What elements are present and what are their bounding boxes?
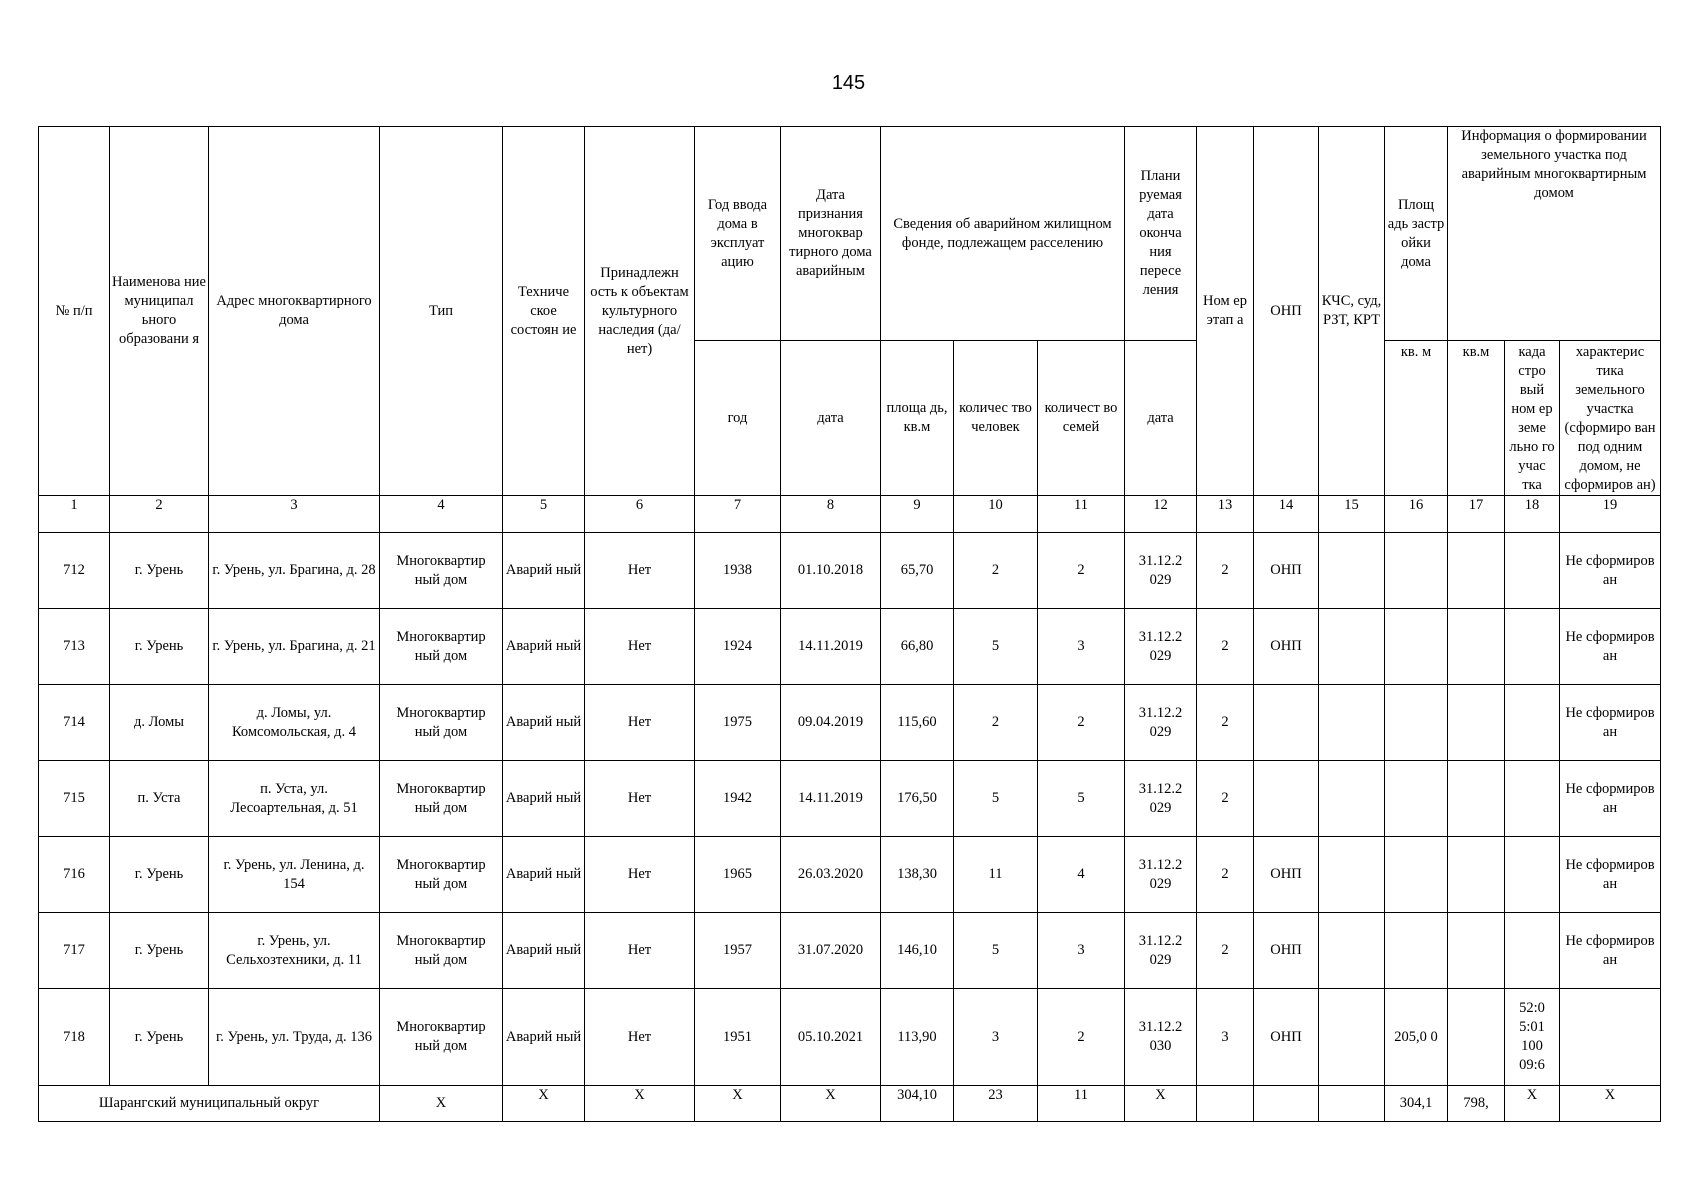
subheader-col-9: площа дь, кв.м bbox=[881, 341, 954, 496]
header-col-14: ОНП bbox=[1254, 127, 1319, 496]
table-cell-col-5: Аварий ный bbox=[503, 609, 585, 685]
total-cell-col-9: 304,10 bbox=[881, 1086, 954, 1122]
table-cell-col-2: г. Урень bbox=[110, 533, 209, 609]
table-cell-col-19: Не сформиров ан bbox=[1560, 761, 1661, 837]
table-cell-col-13: 2 bbox=[1197, 913, 1254, 989]
table-cell-col-11: 2 bbox=[1038, 989, 1125, 1086]
table-cell-col-7: 1975 bbox=[695, 685, 781, 761]
table-cell-col-11: 4 bbox=[1038, 837, 1125, 913]
column-number-cell: 15 bbox=[1319, 496, 1385, 533]
table-cell-col-14: ОНП bbox=[1254, 609, 1319, 685]
table-cell-col-19: Не сформиров ан bbox=[1560, 685, 1661, 761]
table-row bbox=[39, 989, 1661, 1086]
header-col-16: Площ адь застр ойки дома bbox=[1385, 127, 1448, 341]
total-cell-col-8: X bbox=[781, 1086, 881, 1122]
column-number-cell: 19 bbox=[1560, 496, 1661, 533]
column-number-cell: 14 bbox=[1254, 496, 1319, 533]
subheader-col-11: количест во семей bbox=[1038, 341, 1125, 496]
table-cell-col-19: Не сформиров ан bbox=[1560, 533, 1661, 609]
table-cell-col-7: 1938 bbox=[695, 533, 781, 609]
table-cell-col-17 bbox=[1448, 761, 1505, 837]
table-cell-col-6: Нет bbox=[585, 913, 695, 989]
total-cell-col-16: 304,1 bbox=[1385, 1086, 1448, 1122]
table-cell-col-7: 1951 bbox=[695, 989, 781, 1086]
table-cell-col-2: д. Ломы bbox=[110, 685, 209, 761]
table-cell-col-15 bbox=[1319, 533, 1385, 609]
table-cell-col-3: г. Урень, ул. Труда, д. 136 bbox=[209, 989, 380, 1086]
header-col-7: Год ввода дома в эксплуат ацию bbox=[695, 127, 781, 341]
column-number-cell: 4 bbox=[380, 496, 503, 533]
table-cell-col-19: Не сформиров ан bbox=[1560, 609, 1661, 685]
column-number-cell: 9 bbox=[881, 496, 954, 533]
total-cell-col-15 bbox=[1319, 1086, 1385, 1122]
table-cell-col-8: 01.10.2018 bbox=[781, 533, 881, 609]
table-cell-col-16 bbox=[1385, 609, 1448, 685]
table-cell-col-15 bbox=[1319, 837, 1385, 913]
column-number-cell: 7 bbox=[695, 496, 781, 533]
total-row bbox=[39, 1086, 1661, 1122]
table-body bbox=[39, 533, 1661, 1086]
table-cell-col-3: г. Урень, ул. Сельхозтехники, д. 11 bbox=[209, 913, 380, 989]
table-cell-col-8: 26.03.2020 bbox=[781, 837, 881, 913]
table-cell-col-18 bbox=[1505, 685, 1560, 761]
table-cell-col-1: 716 bbox=[39, 837, 110, 913]
table-cell-col-6: Нет bbox=[585, 989, 695, 1086]
table-cell-col-15 bbox=[1319, 685, 1385, 761]
subheader-col-17: кв.м bbox=[1448, 341, 1505, 496]
table-cell-col-19: Не сформиров ан bbox=[1560, 837, 1661, 913]
table-cell-col-13: 3 bbox=[1197, 989, 1254, 1086]
table-cell-col-1: 715 bbox=[39, 761, 110, 837]
table-cell-col-16: 205,0 0 bbox=[1385, 989, 1448, 1086]
table-cell-col-10: 5 bbox=[954, 761, 1038, 837]
column-number-cell: 16 bbox=[1385, 496, 1448, 533]
table-cell-col-12: 31.12.2 029 bbox=[1125, 685, 1197, 761]
table-cell-col-13: 2 bbox=[1197, 761, 1254, 837]
table-cell-col-3: п. Уста, ул. Лесоартельная, д. 51 bbox=[209, 761, 380, 837]
table-cell-col-5: Аварий ный bbox=[503, 989, 585, 1086]
table-cell-col-10: 11 bbox=[954, 837, 1038, 913]
subheader-col-18: када стро вый ном ер земе льно го учас тка bbox=[1505, 341, 1560, 496]
column-number-cell: 12 bbox=[1125, 496, 1197, 533]
header-col-4: Тип bbox=[380, 127, 503, 496]
table-cell-col-6: Нет bbox=[585, 761, 695, 837]
table-row bbox=[39, 609, 1661, 685]
table-cell-col-1: 713 bbox=[39, 609, 110, 685]
table-cell-col-16 bbox=[1385, 837, 1448, 913]
table-row bbox=[39, 685, 1661, 761]
table-cell-col-5: Аварий ный bbox=[503, 685, 585, 761]
emergency-housing-table bbox=[38, 126, 1661, 1122]
table-cell-col-11: 3 bbox=[1038, 913, 1125, 989]
table-cell-col-12: 31.12.2 029 bbox=[1125, 913, 1197, 989]
header-col-9-11: Сведения об аварийном жилищном фонде, подлежащем расселению bbox=[881, 127, 1125, 341]
table-cell-col-18 bbox=[1505, 609, 1560, 685]
table-row bbox=[39, 913, 1661, 989]
table-cell-col-14: ОНП bbox=[1254, 837, 1319, 913]
table-cell-col-8: 05.10.2021 bbox=[781, 989, 881, 1086]
table-cell-col-10: 2 bbox=[954, 533, 1038, 609]
table-cell-col-5: Аварий ный bbox=[503, 533, 585, 609]
table-cell-col-17 bbox=[1448, 913, 1505, 989]
column-number-cell: 6 bbox=[585, 496, 695, 533]
column-number-cell: 17 bbox=[1448, 496, 1505, 533]
total-cell-col-14 bbox=[1254, 1086, 1319, 1122]
table-cell-col-1: 717 bbox=[39, 913, 110, 989]
table-cell-col-16 bbox=[1385, 533, 1448, 609]
table-cell-col-2: г. Урень bbox=[110, 989, 209, 1086]
table-cell-col-4: Многоквартир ный дом bbox=[380, 837, 503, 913]
total-cell-col-6: X bbox=[585, 1086, 695, 1122]
subheader-col-19: характерис тика земельного участка (сформиро ван под одним домом, не сформиров ан) bbox=[1560, 341, 1661, 496]
table-cell-col-11: 3 bbox=[1038, 609, 1125, 685]
table-cell-col-2: п. Уста bbox=[110, 761, 209, 837]
table-cell-col-5: Аварий ный bbox=[503, 837, 585, 913]
table-cell-col-14: ОНП bbox=[1254, 913, 1319, 989]
table-cell-col-18 bbox=[1505, 837, 1560, 913]
table-cell-col-6: Нет bbox=[585, 837, 695, 913]
table-cell-col-1: 714 bbox=[39, 685, 110, 761]
total-label: Шарангский муниципальный округ bbox=[39, 1086, 380, 1122]
table-row bbox=[39, 837, 1661, 913]
total-cell-col-10: 23 bbox=[954, 1086, 1038, 1122]
total-cell-col-17: 798, bbox=[1448, 1086, 1505, 1122]
table-cell-col-18 bbox=[1505, 913, 1560, 989]
header-col-8: Дата признания многоквар тирного дома аварийным bbox=[781, 127, 881, 341]
table-cell-col-2: г. Урень bbox=[110, 913, 209, 989]
table-cell-col-12: 31.12.2 030 bbox=[1125, 989, 1197, 1086]
table-cell-col-3: г. Урень, ул. Брагина, д. 28 bbox=[209, 533, 380, 609]
table-cell-col-1: 718 bbox=[39, 989, 110, 1086]
table-cell-col-14: ОНП bbox=[1254, 533, 1319, 609]
total-cell-col-18: X bbox=[1505, 1086, 1560, 1122]
table-cell-col-8: 09.04.2019 bbox=[781, 685, 881, 761]
table-cell-col-10: 5 bbox=[954, 913, 1038, 989]
table-cell-col-4: Многоквартир ный дом bbox=[380, 913, 503, 989]
table-cell-col-11: 5 bbox=[1038, 761, 1125, 837]
table-cell-col-9: 113,90 bbox=[881, 989, 954, 1086]
subheader-col-10: количес тво человек bbox=[954, 341, 1038, 496]
table-cell-col-19 bbox=[1560, 989, 1661, 1086]
table-cell-col-9: 176,50 bbox=[881, 761, 954, 837]
table-cell-col-15 bbox=[1319, 609, 1385, 685]
total-cell-col-11: 11 bbox=[1038, 1086, 1125, 1122]
column-number-cell: 3 bbox=[209, 496, 380, 533]
header-col-15: КЧС, суд, РЗТ, КРТ bbox=[1319, 127, 1385, 496]
table-cell-col-18 bbox=[1505, 761, 1560, 837]
table-cell-col-1: 712 bbox=[39, 533, 110, 609]
table-cell-col-12: 31.12.2 029 bbox=[1125, 609, 1197, 685]
table-cell-col-9: 66,80 bbox=[881, 609, 954, 685]
table-cell-col-4: Многоквартир ный дом bbox=[380, 685, 503, 761]
table-cell-col-3: д. Ломы, ул. Комсомольская, д. 4 bbox=[209, 685, 380, 761]
column-number-cell: 1 bbox=[39, 496, 110, 533]
column-number-cell: 2 bbox=[110, 496, 209, 533]
table-cell-col-9: 115,60 bbox=[881, 685, 954, 761]
table-cell-col-16 bbox=[1385, 685, 1448, 761]
table-cell-col-18: 52:0 5:01 100 09:6 bbox=[1505, 989, 1560, 1086]
table-cell-col-19: Не сформиров ан bbox=[1560, 913, 1661, 989]
table-row bbox=[39, 761, 1661, 837]
subheader-col-8: дата bbox=[781, 341, 881, 496]
table-cell-col-6: Нет bbox=[585, 533, 695, 609]
column-number-cell: 13 bbox=[1197, 496, 1254, 533]
table-cell-col-13: 2 bbox=[1197, 533, 1254, 609]
total-cell-col-7: X bbox=[695, 1086, 781, 1122]
total-cell-col-12: X bbox=[1125, 1086, 1197, 1122]
table-cell-col-14: ОНП bbox=[1254, 989, 1319, 1086]
subheader-col-12: дата bbox=[1125, 341, 1197, 496]
table-cell-col-17 bbox=[1448, 609, 1505, 685]
subheader-col-16: кв. м bbox=[1385, 341, 1448, 496]
table-cell-col-12: 31.12.2 029 bbox=[1125, 533, 1197, 609]
table-cell-col-13: 2 bbox=[1197, 685, 1254, 761]
table-cell-col-14 bbox=[1254, 685, 1319, 761]
header-col-5: Техниче ское состоян ие bbox=[503, 127, 585, 496]
table-cell-col-14 bbox=[1254, 761, 1319, 837]
table-cell-col-7: 1957 bbox=[695, 913, 781, 989]
table-cell-col-13: 2 bbox=[1197, 837, 1254, 913]
table-cell-col-17 bbox=[1448, 989, 1505, 1086]
table-cell-col-10: 3 bbox=[954, 989, 1038, 1086]
column-number-cell: 11 bbox=[1038, 496, 1125, 533]
table-cell-col-12: 31.12.2 029 bbox=[1125, 837, 1197, 913]
column-number-cell: 10 bbox=[954, 496, 1038, 533]
header-col-13: Ном ер этап а bbox=[1197, 127, 1254, 496]
table-cell-col-9: 138,30 bbox=[881, 837, 954, 913]
table-cell-col-4: Многоквартир ный дом bbox=[380, 609, 503, 685]
table-cell-col-13: 2 bbox=[1197, 609, 1254, 685]
header-col-17-19: Информация о формировании земельного участка под аварийным многоквартирным домом bbox=[1448, 127, 1661, 341]
table-cell-col-7: 1924 bbox=[695, 609, 781, 685]
header-col-2: Наименова ние муниципал ьного образовани я bbox=[110, 127, 209, 496]
table-cell-col-15 bbox=[1319, 913, 1385, 989]
table-cell-col-7: 1965 bbox=[695, 837, 781, 913]
table-cell-col-5: Аварий ный bbox=[503, 913, 585, 989]
table-cell-col-10: 2 bbox=[954, 685, 1038, 761]
table-cell-col-2: г. Урень bbox=[110, 609, 209, 685]
table-cell-col-8: 14.11.2019 bbox=[781, 761, 881, 837]
table-cell-col-4: Многоквартир ный дом bbox=[380, 989, 503, 1086]
table-cell-col-6: Нет bbox=[585, 609, 695, 685]
table-cell-col-3: г. Урень, ул. Ленина, д. 154 bbox=[209, 837, 380, 913]
column-number-cell: 18 bbox=[1505, 496, 1560, 533]
table-cell-col-12: 31.12.2 029 bbox=[1125, 761, 1197, 837]
table-cell-col-18 bbox=[1505, 533, 1560, 609]
table-cell-col-11: 2 bbox=[1038, 533, 1125, 609]
table-cell-col-16 bbox=[1385, 913, 1448, 989]
column-number-cell: 8 bbox=[781, 496, 881, 533]
table-cell-col-6: Нет bbox=[585, 685, 695, 761]
header-col-3: Адрес многоквартирного дома bbox=[209, 127, 380, 496]
table-row bbox=[39, 533, 1661, 609]
subheader-col-7: год bbox=[695, 341, 781, 496]
table-cell-col-17 bbox=[1448, 837, 1505, 913]
table-cell-col-8: 14.11.2019 bbox=[781, 609, 881, 685]
table-cell-col-15 bbox=[1319, 989, 1385, 1086]
table-cell-col-8: 31.07.2020 bbox=[781, 913, 881, 989]
table-cell-col-4: Многоквартир ный дом bbox=[380, 533, 503, 609]
table-cell-col-10: 5 bbox=[954, 609, 1038, 685]
table-cell-col-16 bbox=[1385, 761, 1448, 837]
table-cell-col-9: 146,10 bbox=[881, 913, 954, 989]
table-cell-col-11: 2 bbox=[1038, 685, 1125, 761]
table-cell-col-9: 65,70 bbox=[881, 533, 954, 609]
total-cell-col-5: X bbox=[503, 1086, 585, 1122]
table-cell-col-5: Аварий ный bbox=[503, 761, 585, 837]
table-cell-col-15 bbox=[1319, 761, 1385, 837]
page-number: 145 bbox=[831, 72, 866, 94]
total-cell-col-13 bbox=[1197, 1086, 1254, 1122]
column-number-row bbox=[39, 496, 1661, 533]
header-col-6: Принадлежн ость к объектам культурного наследия (да/нет) bbox=[585, 127, 695, 496]
column-number-cell: 5 bbox=[503, 496, 585, 533]
header-col-12: Плани руемая дата оконча ния пересе ления bbox=[1125, 127, 1197, 341]
table-cell-col-3: г. Урень, ул. Брагина, д. 21 bbox=[209, 609, 380, 685]
table-cell-col-2: г. Урень bbox=[110, 837, 209, 913]
table-cell-col-17 bbox=[1448, 533, 1505, 609]
total-cell-col-4: X bbox=[380, 1086, 503, 1122]
total-cell-col-19: X bbox=[1560, 1086, 1661, 1122]
table-cell-col-4: Многоквартир ный дом bbox=[380, 761, 503, 837]
table-cell-col-7: 1942 bbox=[695, 761, 781, 837]
table-cell-col-17 bbox=[1448, 685, 1505, 761]
header-col-1: № п/п bbox=[39, 127, 110, 496]
